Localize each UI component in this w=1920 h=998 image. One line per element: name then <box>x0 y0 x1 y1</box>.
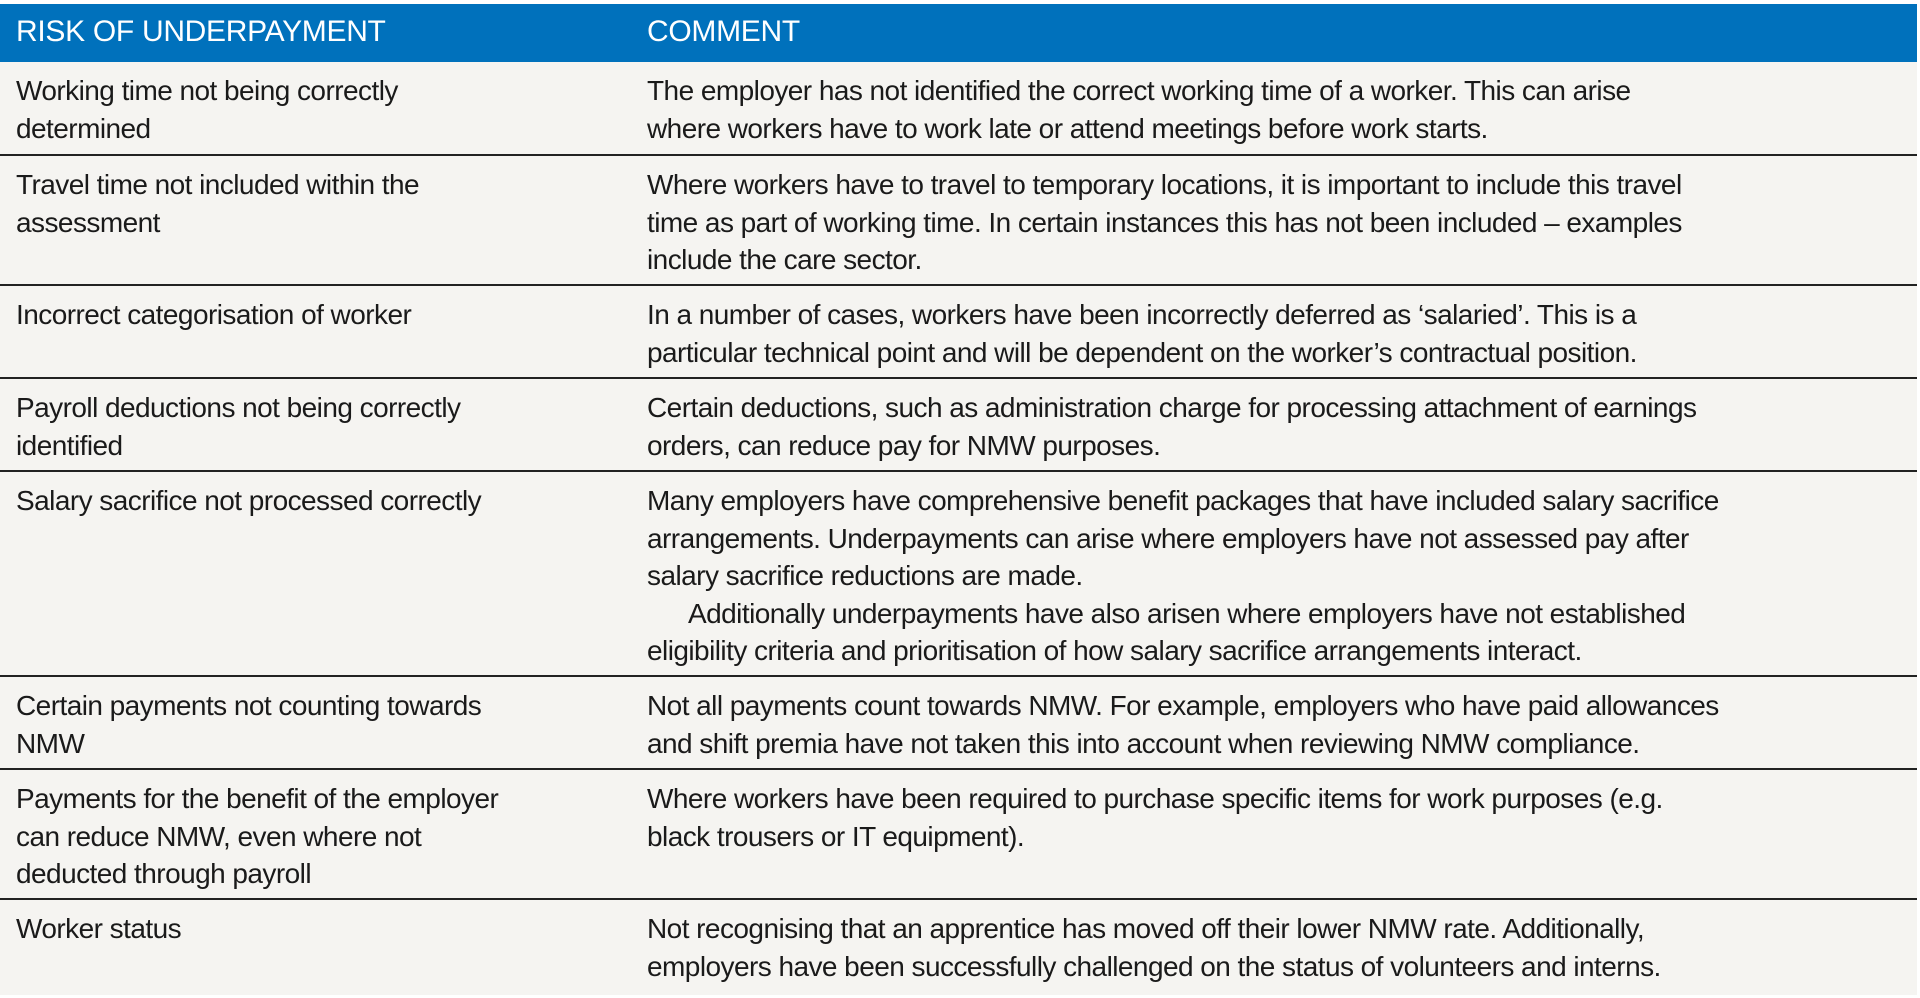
risk-cell <box>16 482 616 520</box>
risk-text: Certain payments not counting towards <box>16 690 482 721</box>
risk-text: Payments for the benefit of the employer <box>16 783 499 814</box>
risk-text: deducted through payroll <box>16 858 312 889</box>
comment-text: employers have been successfully challenged on the status of volunteers and interns. <box>647 950 1661 982</box>
comment-text: Where workers have been required to purchase specific items for work purposes (e.g. <box>647 783 1663 814</box>
comment-text: and shift premia have not taken this into account when reviewing NMW compliance. <box>647 727 1640 759</box>
comment-text: Not recognising that an apprentice has moved off their lower NMW rate. Additionally, <box>647 913 1645 944</box>
risk-text: Travel time not included within the <box>16 169 420 200</box>
risk-text: Working time not being correctly <box>16 75 398 106</box>
table-row <box>0 62 1917 156</box>
comment-text: particular technical point and will be dependent on the worker’s contractual position. <box>647 336 1637 368</box>
comment-cell <box>647 482 1912 670</box>
comment-text: salary sacrifice reductions are made. <box>647 560 1083 591</box>
comment-text: The employer has not identified the correct working time of a worker. This can arise <box>647 75 1631 106</box>
comment-cell <box>647 296 1912 371</box>
underpayment-risk-table <box>0 4 1917 995</box>
risk-text: Salary sacrifice not processed correctly <box>16 485 482 516</box>
table-row <box>0 379 1917 472</box>
risk-cell <box>16 910 616 948</box>
table-row <box>0 156 1917 286</box>
risk-text: Worker status <box>16 913 182 944</box>
risk-text: Payroll deductions not being correctly <box>16 392 461 423</box>
risk-cell <box>16 389 616 464</box>
comment-text: orders, can reduce pay for NMW purposes. <box>647 429 1161 461</box>
header-comment: COMMENT <box>647 15 800 48</box>
risk-text: Incorrect categorisation of worker <box>16 299 412 330</box>
risk-text: NMW <box>16 727 85 759</box>
table-row <box>0 286 1917 379</box>
table-row <box>0 770 1917 900</box>
comment-paragraph-indented: Additionally underpayments have also arisen where employers have not established <box>688 597 1686 629</box>
comment-text: include the care sector. <box>647 244 922 275</box>
comment-cell <box>647 72 1912 147</box>
risk-cell <box>16 72 616 147</box>
table-row <box>0 472 1917 677</box>
comment-text: eligibility criteria and prioritisation of how salary sacrifice arrangements interact. <box>647 635 1582 666</box>
comment-cell <box>647 166 1912 279</box>
comment-cell <box>647 780 1912 855</box>
table-header <box>0 4 1917 62</box>
comment-text: arrangements. Underpayments can arise where employers have not assessed pay after <box>647 522 1689 554</box>
comment-text: where workers have to work late or attend meetings before work starts. <box>647 112 1488 144</box>
risk-cell <box>16 166 616 241</box>
risk-cell <box>16 780 616 893</box>
comment-cell <box>647 687 1912 762</box>
header-risk-of-underpayment: RISK OF UNDERPAYMENT <box>16 15 386 48</box>
comment-text: time as part of working time. In certain instances this has not been included – examples <box>647 206 1682 238</box>
risk-text: assessment <box>16 206 160 238</box>
comment-text: Many employers have comprehensive benefit packages that have included salary sacrifice <box>647 485 1719 516</box>
comment-text: black trousers or IT equipment). <box>647 820 1025 852</box>
risk-text: can reduce NMW, even where not <box>16 820 422 852</box>
comment-text: Certain deductions, such as administration charge for processing attachment of earnings <box>647 392 1697 423</box>
risk-cell <box>16 296 616 334</box>
comment-cell <box>647 389 1912 464</box>
comment-text: Where workers have to travel to temporary locations, it is important to include this travel <box>647 169 1682 200</box>
risk-text: determined <box>16 112 151 144</box>
table-row <box>0 900 1917 995</box>
comment-text: Not all payments count towards NMW. For example, employers who have paid allowances <box>647 690 1719 721</box>
risk-text: identified <box>16 429 123 461</box>
table-row <box>0 677 1917 770</box>
comment-text: In a number of cases, workers have been incorrectly deferred as ‘salaried’. This is a <box>647 299 1637 330</box>
risk-cell <box>16 687 616 762</box>
comment-cell <box>647 910 1912 985</box>
